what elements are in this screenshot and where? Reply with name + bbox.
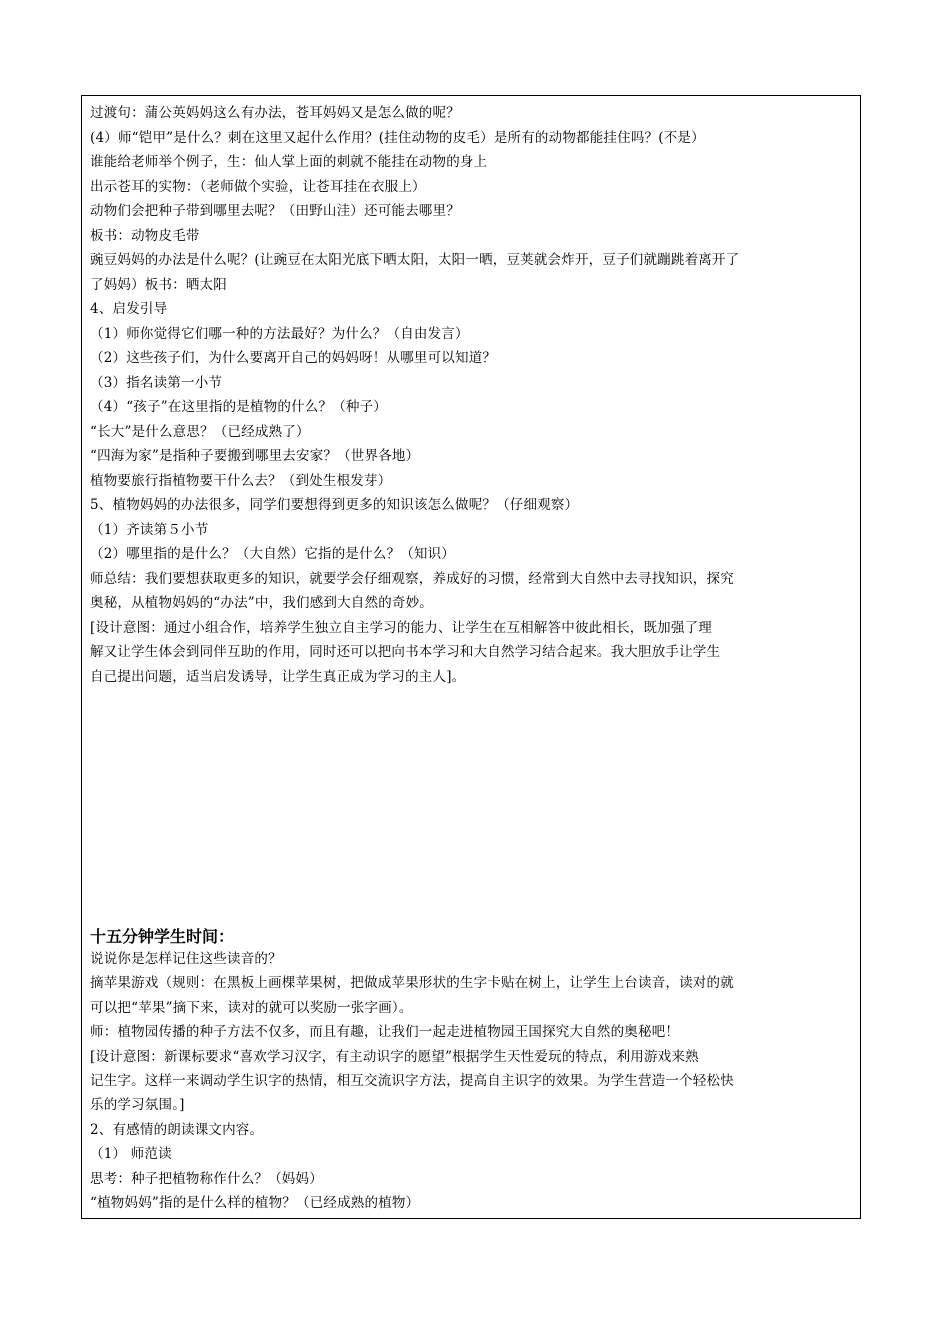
- text-line: 记生字。这样一来调动学生识字的热情，相互交流识字方法，提高自主识字的效果。为学生营造一个轻松快: [90, 1073, 734, 1089]
- text-line: 5、植物妈妈的办法很多，同学们要想得到更多的知识该怎么做呢？（仔细观察）: [90, 497, 579, 513]
- text-line: 师：植物园传播的种子方法不仅多，而且有趣，让我们一起走进植物园王国探究大自然的奥秘吧！: [90, 1024, 680, 1041]
- text-line: 说说你是怎样记住这些读音的？: [90, 951, 282, 967]
- text-line: “四海为家”是指种子要搬到哪里去安家？（世界各地）: [90, 448, 420, 464]
- text-line: 过渡句：蒲公英妈妈这么有办法，苍耳妈妈又是怎么做的呢？: [90, 105, 460, 121]
- text-line: 板书：动物皮毛带: [90, 227, 200, 244]
- text-line: （2）这些孩子们，为什么要离开自己的妈妈呀！从哪里可以知道？: [90, 350, 497, 366]
- text-line: （3）指名读第一小节: [90, 374, 223, 391]
- text-line: 解又让学生体会到同伴互助的作用，同时还可以把向书本学习和大自然学习结合起来。我大胆放手让学生: [90, 644, 721, 660]
- text-line: （2）哪里指的是什么？（大自然）它指的是什么？（知识）: [90, 546, 455, 562]
- text-line: 谁能给老师举个例子，生：仙人掌上面的刺就不能挂在动物的身上: [90, 154, 488, 170]
- text-line: “植物妈妈”指的是什么样的植物？（已经成熟的植物）: [90, 1195, 420, 1211]
- text-line: （1）师你觉得它们哪一种的方法最好？为什么？（自由发言）: [90, 325, 469, 342]
- text-line: （1） 师范读: [90, 1146, 172, 1163]
- text-line: 2、有感情的朗读课文内容。: [90, 1121, 264, 1138]
- text-line: “长大”是什么意思？（已经成熟了）: [90, 423, 310, 440]
- text-line: 师总结：我们要想获取更多的知识，就要学会仔细观察，养成好的习惯，经常到大自然中去寻找知识，探究: [90, 570, 734, 587]
- text-line: 乐的学习氛围。]: [90, 1097, 185, 1114]
- text-line: 自己提出问题，适当启发诱导，让学生真正成为学习的主人]。: [90, 668, 466, 685]
- text-line: (4）师“铠甲”是什么？刺在这里又起什么作用？(挂住动物的皮毛）是所有的动物都能挂住吗？(不是）: [90, 129, 705, 146]
- text-line: 了妈妈）板书：晒太阳: [90, 276, 227, 293]
- text-line: 出示苍耳的实物：（老师做个实验，让苍耳挂在衣服上）: [90, 178, 426, 195]
- text-line: 动物们会把种子带到哪里去呢？（田野山洼）还可能去哪里？: [90, 203, 460, 219]
- text-line: 可以把“苹果”摘下来，读对的就可以奖励一张字画）。: [90, 999, 413, 1016]
- text-line: （4）“孩子”在这里指的是植物的什么？（种子）: [90, 399, 387, 415]
- text-line: 4、启发引导: [90, 301, 168, 317]
- text-line: 思考：种子把植物称作什么？（妈妈）: [90, 1170, 323, 1187]
- text-line: [设计意图：新课标要求“喜欢学习汉字，有主动识字的愿望”根据学生天性爱玩的特点，利用游戏来熟: [90, 1048, 699, 1065]
- text-line: 豌豆妈妈的办法是什么呢？(让豌豆在太阳光底下晒太阳，太阳一晒，豆荚就会炸开，豆子们就蹦跳着离开了: [90, 252, 740, 268]
- text-line: （1）齐读第５小节: [90, 521, 209, 538]
- text-line: 摘苹果游戏（规则：在黑板上画棵苹果树，把做成苹果形状的生字卡贴在树上，让学生上台读音，读对的就: [90, 975, 734, 992]
- text-line: 植物要旅行指植物要干什么去？（到处生根发芽）: [90, 472, 392, 489]
- text-line: [设计意图：通过小组合作，培养学生独立自主学习的能力、让学生在互相解答中彼此相长，既加强了理: [90, 619, 712, 636]
- section-heading: 十五分钟学生时间：: [90, 927, 235, 946]
- text-line: 奥秘，从植物妈妈的“办法”中，我们感到大自然的奇妙。: [90, 595, 434, 611]
